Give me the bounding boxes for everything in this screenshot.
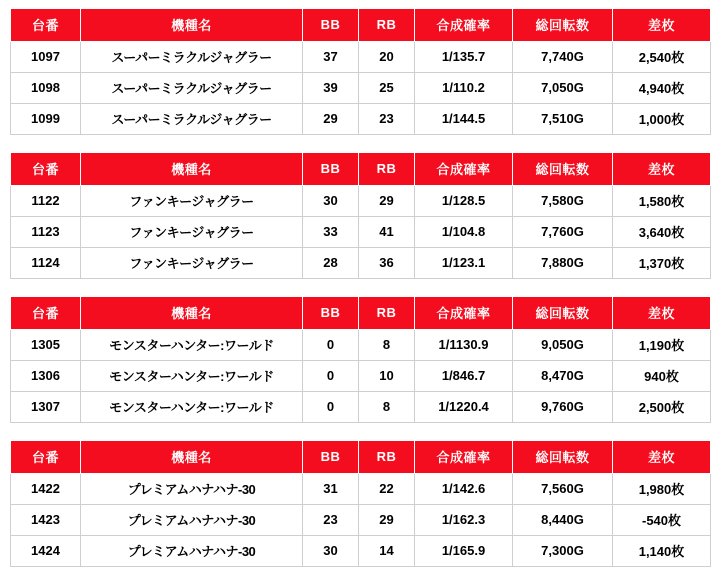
cell-kishu: スーパーミラクルジャグラー — [81, 73, 303, 104]
cell-bb: 39 — [303, 73, 359, 104]
table-header-row — [11, 441, 711, 474]
cell-dai: 1098 — [11, 73, 81, 104]
table-row — [11, 217, 711, 248]
cell-gosei: 1/165.9 — [415, 536, 513, 567]
cell-kishu: スーパーミラクルジャグラー — [81, 42, 303, 73]
cell-gosei: 1/123.1 — [415, 248, 513, 279]
column-header-bb: BB — [303, 297, 359, 330]
cell-bb: 0 — [303, 330, 359, 361]
column-header-gosei: 合成確率 — [415, 441, 513, 474]
cell-dai: 1122 — [11, 186, 81, 217]
cell-kaiten: 7,760G — [513, 217, 613, 248]
table-header-row — [11, 297, 711, 330]
column-header-bb: BB — [303, 9, 359, 42]
cell-kaiten: 7,880G — [513, 248, 613, 279]
cell-dai: 1124 — [11, 248, 81, 279]
cell-rb: 25 — [359, 73, 415, 104]
cell-bb: 23 — [303, 505, 359, 536]
cell-kaiten: 7,580G — [513, 186, 613, 217]
cell-kishu: モンスターハンター:ワールド — [81, 392, 303, 423]
cell-rb: 8 — [359, 392, 415, 423]
column-header-kaiten: 総回転数 — [513, 153, 613, 186]
column-header-dai: 台番 — [11, 297, 81, 330]
column-header-samai: 差枚 — [613, 9, 711, 42]
column-header-kaiten: 総回転数 — [513, 441, 613, 474]
cell-gosei: 1/128.5 — [415, 186, 513, 217]
cell-kaiten: 9,760G — [513, 392, 613, 423]
cell-gosei: 1/144.5 — [415, 104, 513, 135]
machine-results-table-4 — [10, 440, 710, 567]
table-row — [11, 186, 711, 217]
cell-kaiten: 7,050G — [513, 73, 613, 104]
cell-dai: 1123 — [11, 217, 81, 248]
cell-samai: 1,580枚 — [613, 186, 711, 217]
cell-bb: 0 — [303, 361, 359, 392]
cell-kaiten: 8,470G — [513, 361, 613, 392]
column-header-dai: 台番 — [11, 441, 81, 474]
cell-bb: 30 — [303, 536, 359, 567]
cell-rb: 14 — [359, 536, 415, 567]
table-row — [11, 361, 711, 392]
cell-rb: 36 — [359, 248, 415, 279]
cell-gosei: 1/846.7 — [415, 361, 513, 392]
column-header-gosei: 合成確率 — [415, 9, 513, 42]
cell-bb: 0 — [303, 392, 359, 423]
cell-gosei: 1/1130.9 — [415, 330, 513, 361]
column-header-bb: BB — [303, 441, 359, 474]
cell-rb: 20 — [359, 42, 415, 73]
column-header-kishu: 機種名 — [81, 297, 303, 330]
table-row — [11, 104, 711, 135]
machine-results-table-2 — [10, 152, 710, 279]
cell-samai: 1,140枚 — [613, 536, 711, 567]
cell-dai: 1423 — [11, 505, 81, 536]
table-row — [11, 536, 711, 567]
cell-dai: 1097 — [11, 42, 81, 73]
cell-kishu: プレミアムハナハナ-30 — [81, 536, 303, 567]
column-header-rb: RB — [359, 297, 415, 330]
column-header-dai: 台番 — [11, 9, 81, 42]
column-header-gosei: 合成確率 — [415, 297, 513, 330]
cell-kishu: モンスターハンター:ワールド — [81, 361, 303, 392]
cell-samai: -540枚 — [613, 505, 711, 536]
column-header-kaiten: 総回転数 — [513, 9, 613, 42]
cell-dai: 1422 — [11, 474, 81, 505]
cell-samai: 4,940枚 — [613, 73, 711, 104]
cell-gosei: 1/135.7 — [415, 42, 513, 73]
cell-gosei: 1/1220.4 — [415, 392, 513, 423]
table-row — [11, 474, 711, 505]
cell-kaiten: 7,510G — [513, 104, 613, 135]
column-header-kishu: 機種名 — [81, 153, 303, 186]
cell-gosei: 1/142.6 — [415, 474, 513, 505]
cell-kishu: プレミアムハナハナ-30 — [81, 474, 303, 505]
cell-kishu: ファンキージャグラー — [81, 248, 303, 279]
cell-bb: 30 — [303, 186, 359, 217]
cell-samai: 1,370枚 — [613, 248, 711, 279]
cell-kaiten: 7,300G — [513, 536, 613, 567]
machine-results-table-3 — [10, 296, 710, 423]
cell-samai: 1,190枚 — [613, 330, 711, 361]
cell-dai: 1306 — [11, 361, 81, 392]
cell-bb: 33 — [303, 217, 359, 248]
column-header-bb: BB — [303, 153, 359, 186]
column-header-samai: 差枚 — [613, 153, 711, 186]
column-header-dai: 台番 — [11, 153, 81, 186]
data-table — [10, 152, 711, 279]
cell-samai: 3,640枚 — [613, 217, 711, 248]
cell-kishu: スーパーミラクルジャグラー — [81, 104, 303, 135]
data-table — [10, 440, 711, 567]
column-header-rb: RB — [359, 441, 415, 474]
cell-kaiten: 9,050G — [513, 330, 613, 361]
column-header-gosei: 合成確率 — [415, 153, 513, 186]
cell-gosei: 1/162.3 — [415, 505, 513, 536]
cell-bb: 31 — [303, 474, 359, 505]
column-header-samai: 差枚 — [613, 297, 711, 330]
cell-kaiten: 8,440G — [513, 505, 613, 536]
machine-results-table-1 — [10, 8, 710, 135]
cell-samai: 940枚 — [613, 361, 711, 392]
cell-kishu: ファンキージャグラー — [81, 217, 303, 248]
table-row — [11, 248, 711, 279]
column-header-kishu: 機種名 — [81, 9, 303, 42]
cell-samai: 1,980枚 — [613, 474, 711, 505]
cell-rb: 8 — [359, 330, 415, 361]
cell-rb: 29 — [359, 186, 415, 217]
cell-gosei: 1/110.2 — [415, 73, 513, 104]
cell-rb: 41 — [359, 217, 415, 248]
cell-bb: 29 — [303, 104, 359, 135]
cell-kishu: ファンキージャグラー — [81, 186, 303, 217]
cell-rb: 23 — [359, 104, 415, 135]
cell-dai: 1305 — [11, 330, 81, 361]
table-row — [11, 392, 711, 423]
cell-bb: 37 — [303, 42, 359, 73]
cell-rb: 10 — [359, 361, 415, 392]
cell-kaiten: 7,560G — [513, 474, 613, 505]
column-header-kaiten: 総回転数 — [513, 297, 613, 330]
cell-gosei: 1/104.8 — [415, 217, 513, 248]
column-header-rb: RB — [359, 153, 415, 186]
table-row — [11, 73, 711, 104]
data-table — [10, 8, 711, 135]
cell-rb: 22 — [359, 474, 415, 505]
column-header-samai: 差枚 — [613, 441, 711, 474]
table-row — [11, 330, 711, 361]
table-header-row — [11, 153, 711, 186]
cell-samai: 1,000枚 — [613, 104, 711, 135]
cell-samai: 2,540枚 — [613, 42, 711, 73]
column-header-rb: RB — [359, 9, 415, 42]
data-table — [10, 296, 711, 423]
cell-kaiten: 7,740G — [513, 42, 613, 73]
cell-samai: 2,500枚 — [613, 392, 711, 423]
cell-bb: 28 — [303, 248, 359, 279]
cell-kishu: プレミアムハナハナ-30 — [81, 505, 303, 536]
table-row — [11, 42, 711, 73]
table-header-row — [11, 9, 711, 42]
cell-dai: 1099 — [11, 104, 81, 135]
cell-dai: 1307 — [11, 392, 81, 423]
cell-rb: 29 — [359, 505, 415, 536]
cell-dai: 1424 — [11, 536, 81, 567]
column-header-kishu: 機種名 — [81, 441, 303, 474]
cell-kishu: モンスターハンター:ワールド — [81, 330, 303, 361]
